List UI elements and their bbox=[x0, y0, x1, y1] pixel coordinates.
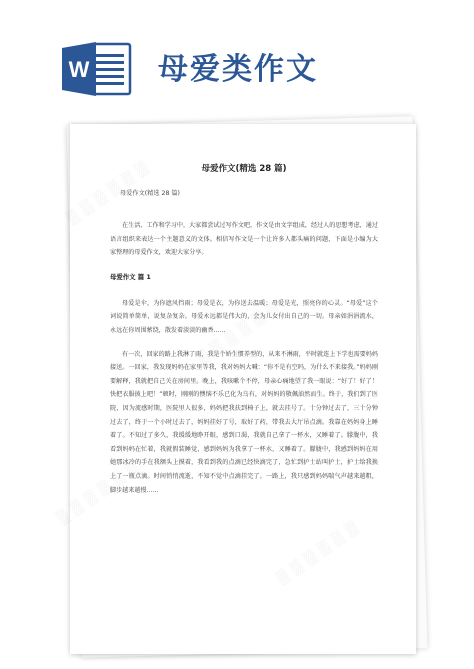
svg-text:W: W bbox=[68, 57, 90, 82]
document-page bbox=[70, 124, 416, 654]
body-paragraph: 有一次，回家的路上我淋了雨，我是个娇生惯养型的，从来不淋雨，平时就连上下学也需要妈妈接送。一回家，我发现妈妈在家里等我，我对妈妈大喊：“你不是有空吗，为什么不来接我。”妈妈刚要解释，我就把自己关在房间里。晚上，我咳嗽个不停，母亲心痛地望了我一眼说：“好了！好了！快把衣服披上吧！”顿时，刚刚的懊恼不乐已化为乌有，对妈妈的敬佩油然而生。终于，我们到了医院，因为流感时期，医院里人很多，妈妈把我扶到椅子上，就去挂号了。十分钟过去了，三十分钟过去了，终于一个小时过去了，妈妈挂好了号，取好了药，带我去大厅吊点滴。我靠在妈妈身上睡着了。不知过了多久，我缓缓地睁开眼，感到口渴，我就自己拿了一杯水，又睡着了。朦胧中，我看到妈妈在忙着，我就假装睡觉，感到妈妈为我拿了一杯水，又睡着了。朦胧中，我感到妈妈在用她那冰冷的手在我额头上摸着，我看到我的点滴已经快滴完了，急忙到护士站叫护士，护士给我换上了一瓶点滴。时间悄悄流逝，不知不觉中点滴挂完了。一路上，我只感到妈妈喘气声越来越粗，脚步越来越慢…… bbox=[110, 350, 378, 494]
page-content bbox=[110, 162, 378, 507]
watermark bbox=[275, 517, 367, 588]
banner-title: 母爱类作文 bbox=[158, 52, 318, 87]
body-paragraph: 母爱是伞，为你遮风挡雨；母爱是衣，为你送去温暖；母爱是光，照亮你的心灵。“母爱”这个词说简单简单，说复杂复杂。母爱永远都是伟大的，会为儿女付出自己的一切。母亲如涓涓流水，永远在你周围萦绕，散发着淡淡的幽香…… bbox=[110, 299, 378, 334]
intro-paragraph: 在生活、工作和学习中，大家都尝试过写作文吧，作文是由文字组成，经过人的思想考虑，通过语言组织来表达一个主题意义的文体。相信写作文是一个让许多人都头痛的问题，下面是小编为大家整理的母爱作文，欢迎大家分享。 bbox=[110, 222, 378, 257]
section-title: 母爱作文 篇 1 bbox=[110, 272, 151, 281]
document-subtitle: 母爱作文(精选 28 篇) bbox=[120, 190, 180, 197]
document-title: 母爱作文(精选 28 篇) bbox=[201, 164, 287, 174]
